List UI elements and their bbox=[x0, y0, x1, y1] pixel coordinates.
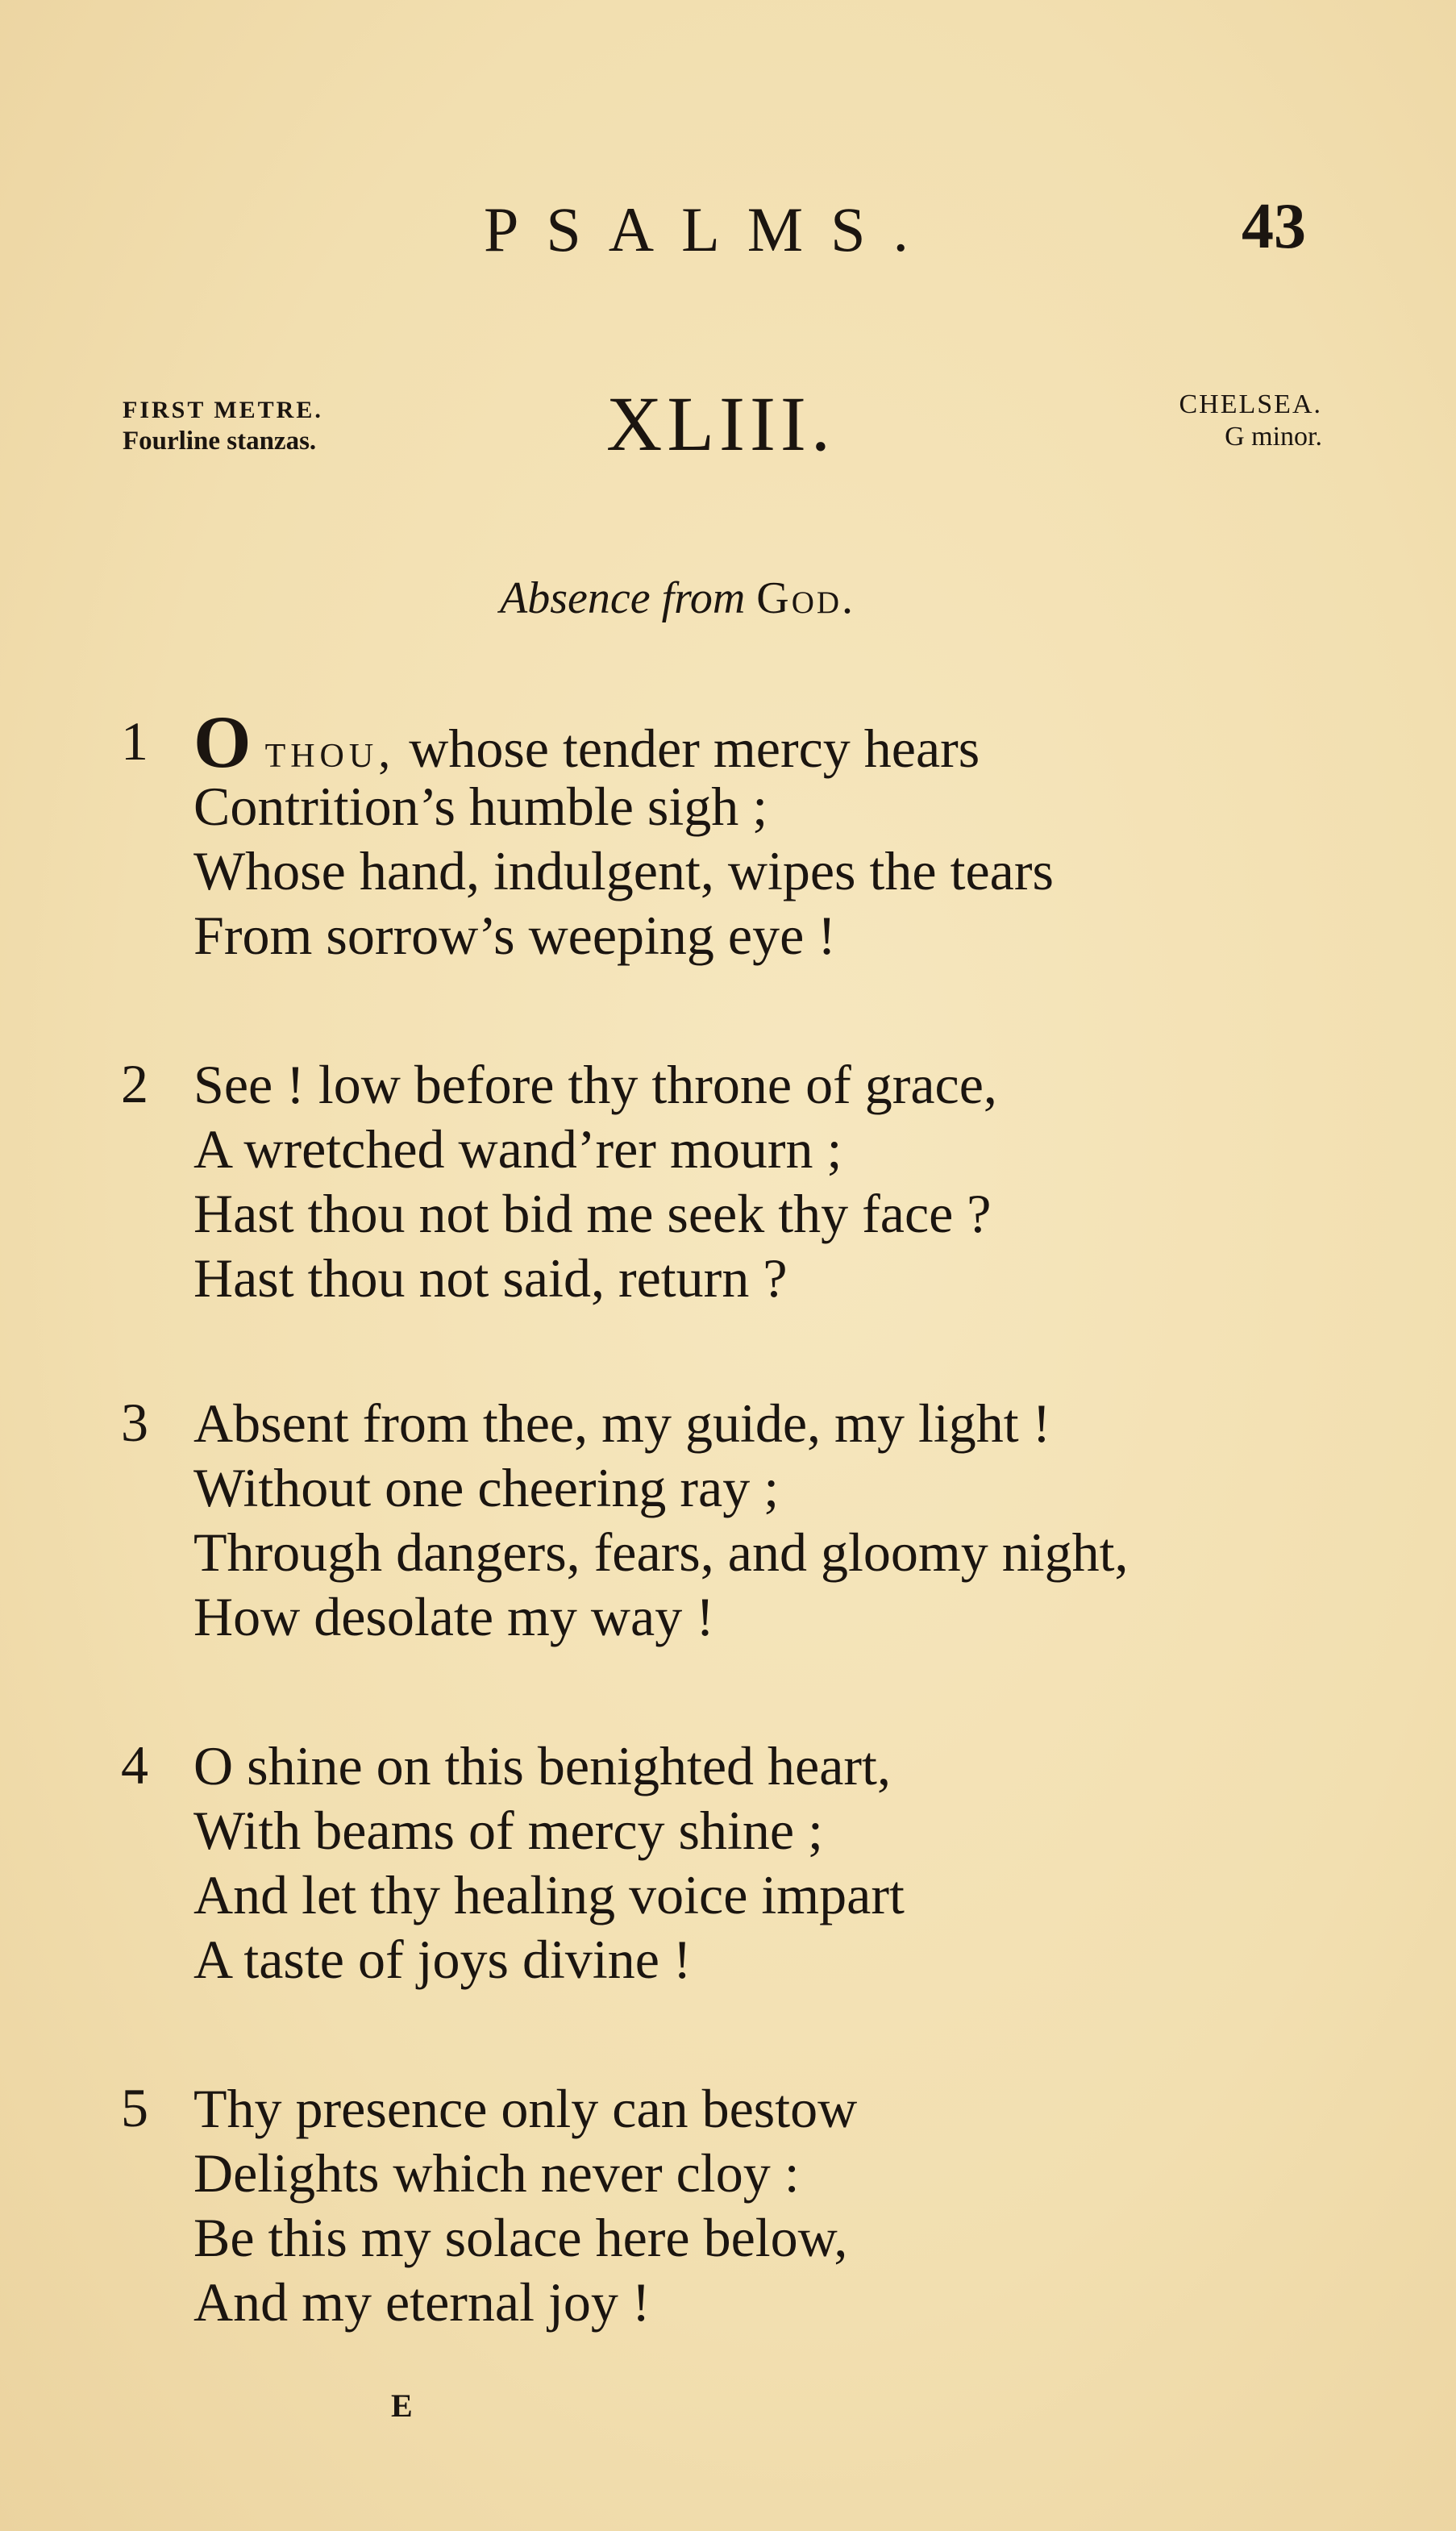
verse-line: Hast thou not said, return ? bbox=[193, 1247, 788, 1309]
verse-line: See ! low before thy throne of grace, bbox=[193, 1054, 997, 1115]
line-text: whose tender mercy hears bbox=[409, 718, 980, 779]
metre-info bbox=[123, 395, 323, 456]
tune-info bbox=[1113, 389, 1322, 453]
page-number: 43 bbox=[1242, 191, 1306, 262]
small-caps-word: thou, bbox=[264, 724, 396, 777]
verse-line: And my eternal joy ! bbox=[193, 2271, 651, 2333]
verse-line: And let thy healing voice impart bbox=[193, 1864, 905, 1925]
verse-line: With beams of mercy shine ; bbox=[193, 1800, 823, 1861]
verse-line: Be this my solace here below, bbox=[193, 2207, 848, 2268]
signature-mark: E bbox=[391, 2387, 413, 2424]
verse-line: Thy presence only can bestow bbox=[193, 2078, 858, 2139]
verse-line: A taste of joys divine ! bbox=[193, 1929, 692, 1990]
verse-number: 5 bbox=[121, 2077, 148, 2138]
verse-line: How desolate my way ! bbox=[193, 1586, 714, 1647]
verse-line: Contrition’s humble sigh ; bbox=[193, 776, 768, 837]
verse-line: Through dangers, fears, and gloomy night, bbox=[193, 1522, 1129, 1583]
verse-line: Without one cheering ray ; bbox=[193, 1457, 780, 1518]
drop-cap: O bbox=[193, 701, 252, 783]
metre-label: FIRST METRE. bbox=[123, 397, 323, 423]
tune-name: CHELSEA. bbox=[1179, 389, 1322, 419]
verse-line bbox=[193, 701, 1451, 783]
verse-line: O shine on this benighted heart, bbox=[193, 1735, 891, 1796]
psalm-subtitle bbox=[500, 572, 855, 624]
subtitle-caps: God. bbox=[756, 573, 856, 623]
verse-line: Delights which never cloy : bbox=[193, 2142, 800, 2204]
tune-key: G minor. bbox=[1225, 422, 1322, 452]
verse-number: 1 bbox=[121, 710, 148, 772]
metre-detail: Fourline stanzas. bbox=[123, 427, 317, 456]
psalm-number: XLIII. bbox=[606, 381, 835, 467]
verse-number: 3 bbox=[121, 1392, 148, 1453]
verse-number: 2 bbox=[121, 1053, 148, 1114]
verse-line: From sorrow’s weeping eye ! bbox=[193, 905, 836, 966]
verse-line: Hast thou not bid me seek thy face ? bbox=[193, 1183, 992, 1244]
subtitle-italic: Absence from bbox=[500, 573, 746, 623]
verse-number: 4 bbox=[121, 1734, 148, 1796]
verse-line: Whose hand, indulgent, wipes the tears bbox=[193, 840, 1054, 901]
verse-line: Absent from thee, my guide, my light ! bbox=[193, 1392, 1051, 1454]
verse-line: A wretched wand’rer mourn ; bbox=[193, 1118, 842, 1180]
running-header-title: PSALMS. bbox=[484, 194, 936, 264]
